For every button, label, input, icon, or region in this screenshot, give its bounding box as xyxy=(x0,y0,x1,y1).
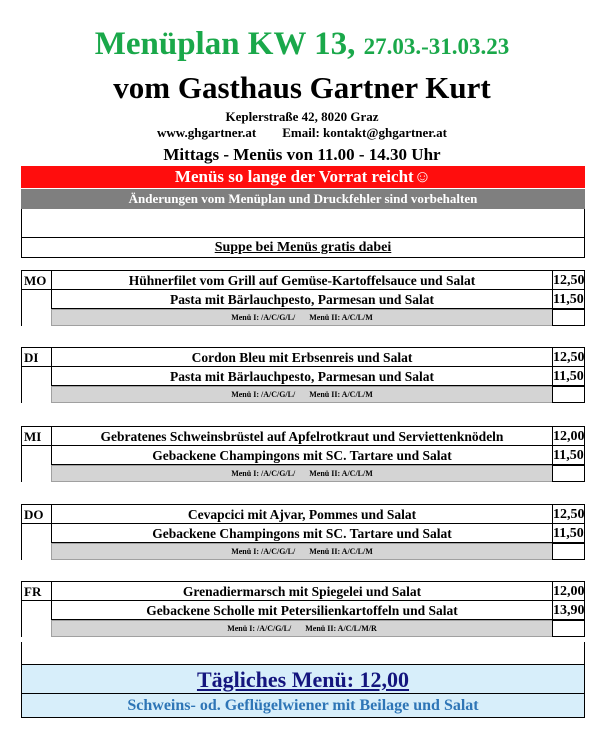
allergen-menu-2: Menü II: A/C/L/M xyxy=(309,547,373,556)
contact-line xyxy=(0,124,604,142)
blank-row xyxy=(21,209,585,238)
empty-price-cell xyxy=(552,465,585,482)
allergen-menu-2: Menü II: A/C/L/M/R xyxy=(305,624,377,633)
allergen-info xyxy=(51,386,553,403)
day-label: DI xyxy=(21,347,52,367)
allergen-menu-1: Menü I: /A/C/G/L/ xyxy=(231,313,296,322)
allergen-menu-1: Menü I: /A/C/G/L/ xyxy=(227,624,292,633)
left-border xyxy=(21,445,22,482)
allergen-info xyxy=(51,309,553,326)
soup-notice-text: Suppe bei Menüs gratis dabei xyxy=(214,240,392,255)
left-border xyxy=(21,523,22,560)
menu-1-dish: Cevapcici mit Ajvar, Pommes und Salat xyxy=(51,504,553,524)
daily-menu-title-text: Tägliches Menü: 12,00 xyxy=(196,667,410,692)
empty-price-cell xyxy=(552,543,585,560)
menu-2-price: 11,50 xyxy=(552,366,585,386)
opening-hours: Mittags - Menüs von 11.00 - 14.30 Uhr xyxy=(163,145,441,164)
menu-2-price: 11,50 xyxy=(552,445,585,465)
empty-price-cell xyxy=(552,620,585,637)
allergen-menu-2: Menü II: A/C/L/M xyxy=(309,469,373,478)
menu-2-price: 13,90 xyxy=(552,600,585,620)
allergen-menu-1: Menü I: /A/C/G/L/ xyxy=(231,390,296,399)
menu-2-dish: Gebackene Champingons mit SC. Tartare und Salat xyxy=(51,523,553,543)
left-border xyxy=(21,289,22,326)
day-label: MI xyxy=(21,426,52,446)
allergen-menu-2: Menü II: A/C/L/M xyxy=(309,390,373,399)
allergen-info xyxy=(51,465,553,482)
menu-2-price: 11,50 xyxy=(552,523,585,543)
menu-1-price: 12,50 xyxy=(552,270,585,290)
day-label: MO xyxy=(21,270,52,290)
soup-notice xyxy=(21,238,585,258)
daily-menu-item: Schweins- od. Geflügelwiener mit Beilage und Salat xyxy=(21,694,585,718)
menu-2-dish: Gebackene Scholle mit Petersilienkartoffeln und Salat xyxy=(51,600,553,620)
daily-menu-title xyxy=(21,664,585,694)
address: Keplerstraße 42, 8020 Graz xyxy=(225,109,379,124)
menu-2-dish: Pasta mit Bärlauchpesto, Parmesan und Salat xyxy=(51,366,553,386)
empty-price-cell xyxy=(552,309,585,326)
menu-1-price: 12,50 xyxy=(552,504,585,524)
menu-1-dish: Hühnerfilet vom Grill auf Gemüse-Kartoffelsauce und Salat xyxy=(51,270,553,290)
website-link[interactable]: www.ghgartner.at xyxy=(157,125,257,140)
menu-2-dish: Pasta mit Bärlauchpesto, Parmesan und Salat xyxy=(51,289,553,309)
left-border xyxy=(21,600,22,637)
menu-1-price: 12,00 xyxy=(552,426,585,446)
allergen-menu-1: Menü I: /A/C/G/L/ xyxy=(231,469,296,478)
email-link[interactable]: Email: kontakt@ghgartner.at xyxy=(282,125,447,140)
supply-notice: Menüs so lange der Vorrat reicht☺ xyxy=(21,166,585,188)
menu-1-price: 12,50 xyxy=(552,347,585,367)
menu-1-dish: Grenadiermarsch mit Spiegelei und Salat xyxy=(51,581,553,601)
day-label: DO xyxy=(21,504,52,524)
menu-2-dish: Gebackene Champingons mit SC. Tartare und Salat xyxy=(51,445,553,465)
allergen-info xyxy=(51,620,553,637)
changes-notice: Änderungen vom Menüplan und Druckfehler sind vorbehalten xyxy=(21,189,585,209)
menu-1-dish: Gebratenes Schweinsbrüstel auf Apfelrotkraut und Serviettenknödeln xyxy=(51,426,553,446)
menu-1-price: 12,00 xyxy=(552,581,585,601)
menu-2-price: 11,50 xyxy=(552,289,585,309)
day-label: FR xyxy=(21,581,52,601)
title-date-range: 27.03.-31.03.23 xyxy=(363,34,510,59)
page-title xyxy=(0,24,604,64)
allergen-menu-1: Menü I: /A/C/G/L/ xyxy=(231,547,296,556)
restaurant-name: vom Gasthaus Gartner Kurt xyxy=(113,70,491,105)
menu-1-dish: Cordon Bleu mit Erbsenreis und Salat xyxy=(51,347,553,367)
table-left-border xyxy=(21,642,22,664)
allergen-info xyxy=(51,543,553,560)
allergen-menu-2: Menü II: A/C/L/M xyxy=(309,313,373,322)
table-right-border xyxy=(584,642,585,664)
empty-price-cell xyxy=(552,386,585,403)
left-border xyxy=(21,366,22,403)
title-main: Menüplan KW 13, xyxy=(94,26,356,62)
